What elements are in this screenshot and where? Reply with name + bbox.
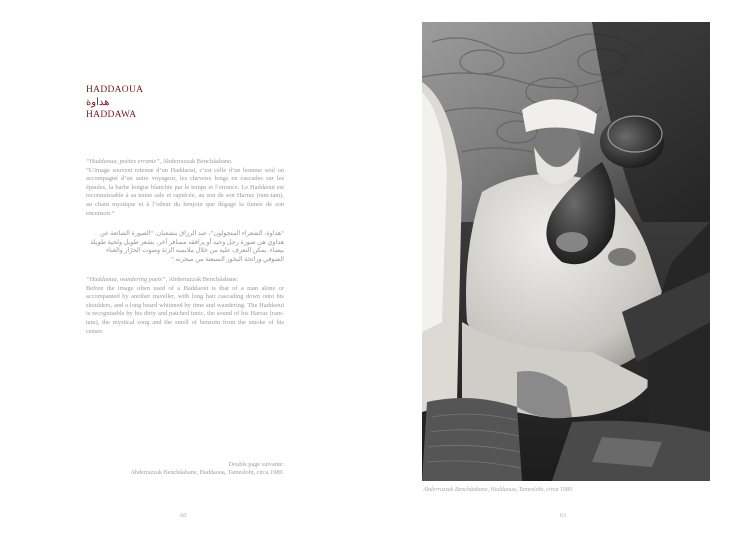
photograph bbox=[422, 22, 710, 481]
title-english: HADDAWA bbox=[86, 110, 137, 120]
paragraph-french-body: “L’image souvent retenue d’un Haddaoui, c’est celle d’un homme seul ou accompagné d’un autre voyageur, les cheveux longs en cascades sur les épaules, la barbe longue blanchie par le temps et l’errance. Le Haddaoui est reconnaissable à sa tenue sale et rapiécée, au son de son Harraz (ram-tam), au chant mystique et à l’odeur du benjoin que dégage la fumée de son encensoir.” bbox=[86, 166, 284, 217]
paragraph-french-lead: “Haddaoua, poètes errants” bbox=[86, 158, 160, 165]
right-page bbox=[375, 0, 750, 537]
paragraph-english-body: Before the image often used of a Haddaoui is that of a man alone or accompanied by another traveller, with long hair cascading down onto his shoulders, and a long beard whitened by time and wandering. The Haddaoui is recognisable by his dirty and patched tunic, the sound of his Harraz (ram-tam), the mystical song and the smell of benzoin from the smoke of his censer. bbox=[86, 284, 284, 335]
paragraph-english-author: , Abderrazzak Benchâabane. bbox=[165, 276, 239, 283]
paragraph-english bbox=[86, 276, 284, 336]
photo-caption: Abderrazzak Benchâabane, Haddaoua, Tamesloht, circa 1980. bbox=[423, 487, 574, 493]
page-number-right: 61 bbox=[560, 512, 567, 519]
paragraph-french bbox=[86, 158, 284, 218]
photograph-image bbox=[422, 22, 710, 481]
next-spread-caption-line2: Abderrazzak Benchâabane, Haddaoua, Tamesloht, circa 1980. bbox=[130, 469, 284, 477]
page-number-left: 60 bbox=[180, 512, 187, 519]
paragraph-french-author: , Abderrazzak Benchâabane. bbox=[159, 158, 233, 165]
entry-title bbox=[86, 84, 143, 122]
title-french: HADDAOUA bbox=[86, 85, 144, 95]
next-spread-caption bbox=[24, 461, 284, 478]
title-arabic: هداوة bbox=[86, 96, 110, 108]
next-spread-caption-line1: Double page suivante: bbox=[228, 461, 284, 468]
paragraph-english-lead: “Haddaoua, wandering poets” bbox=[86, 276, 166, 283]
paragraph-arabic: “هداوة، الشعراء المتجولون”، عبد الرزاق بنشعبان. “الصورة الشائعة عن هداوي هي صورة رجل وحيد أو يرافقه مسافر آخر، بشعر طويل ولحية طويلة بيضاء. يمكن التعرف عليه من خلال ملابسه الرثة وصوت الحرّاز والغناء الصوفي ورائحة البخور المنبعثة من مبخرته.” bbox=[90, 230, 284, 263]
